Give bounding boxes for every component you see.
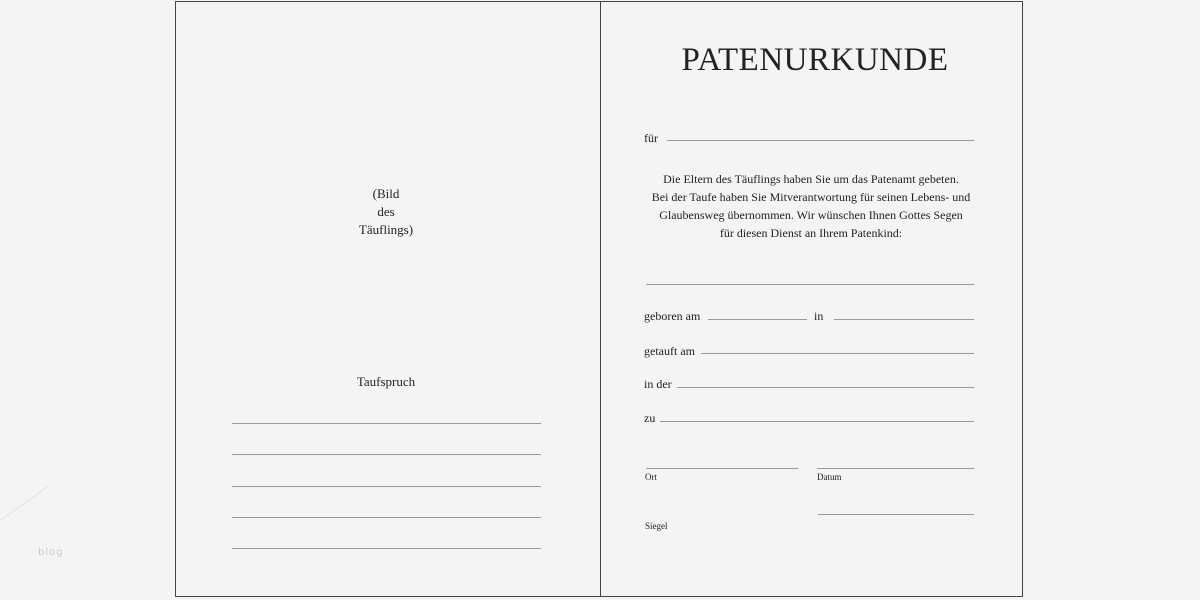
born-date-line [708,319,807,320]
blessing-paragraph [626,170,996,242]
paragraph-line: Die Eltern des Täuflings haben Sie um das Patenamt gebeten. [663,172,959,186]
verse-line [232,454,541,455]
verse-line [232,548,541,549]
decorative-corner-line [0,486,49,521]
baptized-label: getauft am [644,344,695,358]
photo-placeholder-line: des [377,204,395,219]
signature-line [818,514,974,515]
photo-placeholder-line: Täuflings) [358,222,414,237]
photo-placeholder-line: (Bild [372,186,400,201]
left-page [176,2,600,596]
verse-line [232,517,541,518]
place-line [646,468,798,469]
place-label: Ort [645,472,657,482]
born-in-label: in [814,309,824,323]
verse-line [232,423,541,424]
to-line [660,421,974,422]
born-label: geboren am [644,309,701,323]
certificate-title: PATENURKUNDE [681,42,949,78]
name-line [646,284,974,285]
paragraph-line: für diesen Dienst an Ihrem Patenkind: [719,226,903,240]
born-place-line [834,319,974,320]
paragraph-line: Bei der Taufe haben Sie Mitverantwortung für seinen Lebens- und [651,190,971,204]
for-line [667,140,974,141]
to-label: zu [644,411,656,425]
certificate-sheet [175,1,1023,597]
seal-label: Siegel [645,521,668,531]
baptized-date-line [701,353,974,354]
verse-line [232,486,541,487]
paragraph-line: Glaubensweg übernommen. Wir wünschen Ihnen Gottes Segen [659,208,963,222]
date-label: Datum [817,472,842,482]
church-line [677,387,974,388]
photo-placeholder [326,185,446,239]
verse-title: Taufspruch [356,374,416,389]
church-label: in der [644,377,672,391]
watermark: blog [38,547,64,558]
right-page [601,2,1022,596]
date-line [817,468,974,469]
for-label: für [644,131,658,145]
